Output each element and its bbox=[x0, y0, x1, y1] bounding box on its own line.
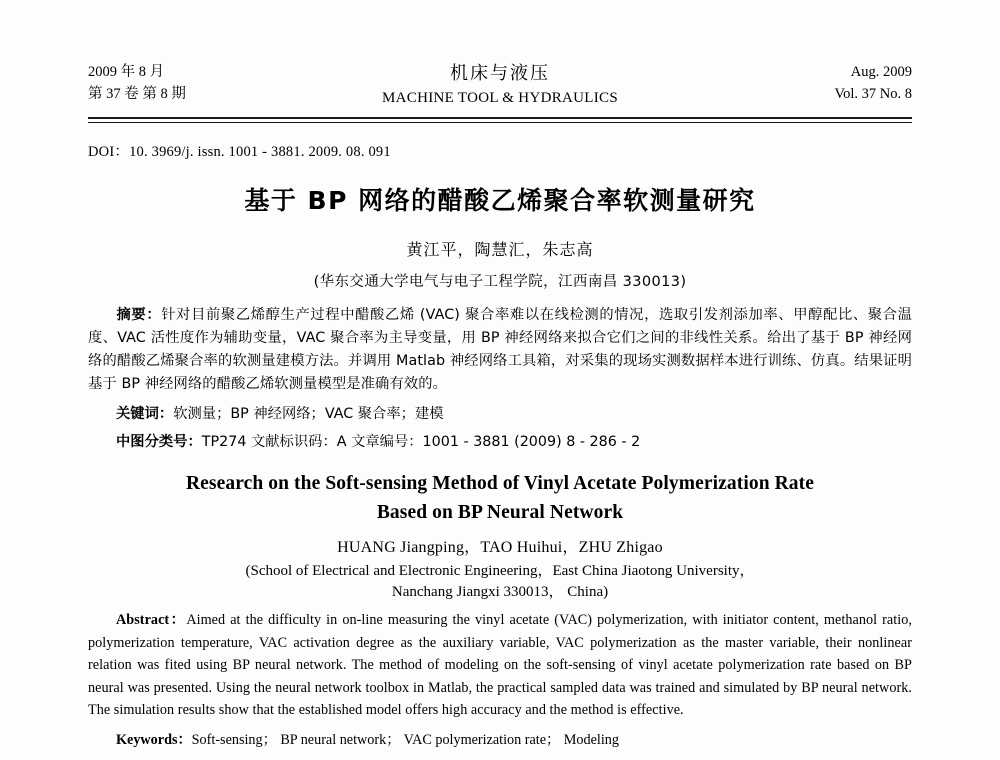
runhead-volume-en: Vol. 37 No. 8 bbox=[834, 85, 912, 102]
authors-cn: 黄江平，陶慧汇，朱志高 bbox=[406, 239, 594, 259]
runhead-right bbox=[702, 62, 912, 106]
abstract-cn-body: 针对目前聚乙烯醇生产过程中醋酸乙烯 (VAC) 聚合率难以在线检测的情况，选取引发剂添加率、甲醇配比、聚合温度、VAC 活性度作为辅助变量，VAC 聚合率为主导变量，用 BP 神经网络来拟合它们之间的非线性关系。给出了基于 BP 神经网络的醋酸乙烯聚合率的软测量建模方法。并调用 Matlab 神经网络工具箱，对采集的现场实测数据样本进行训练、仿真。结果证明基于 BP 神经网络的醋酸乙烯软测量模型是准确有效的。 bbox=[88, 306, 912, 393]
journal-title-en: MACHINE TOOL & HYDRAULICS bbox=[382, 90, 618, 107]
classification-cn-body: TP274 文献标识码：A 文章编号：1001 - 3881 (2009) 8 - 286 - 2 bbox=[201, 434, 641, 451]
header-divider bbox=[88, 117, 912, 123]
keywords-en-body: Soft-sensing； BP neural network； VAC polymerization rate； Modeling bbox=[191, 731, 619, 748]
journal-title-cn: 机床与液压 bbox=[450, 63, 550, 84]
running-head bbox=[88, 62, 912, 110]
keywords-cn-label: 关键词： bbox=[116, 405, 174, 422]
affiliation-en-line1: (School of Electrical and Electronic Engineering，East China Jiaotong University， bbox=[245, 562, 755, 579]
page-title-en-line1: Research on the Soft-sensing Method of Vinyl Acetate Polymerization Rate bbox=[185, 473, 815, 495]
page-title-en bbox=[88, 470, 912, 527]
abstract-cn bbox=[88, 304, 912, 397]
affiliation-en bbox=[88, 561, 912, 604]
classification-cn bbox=[88, 431, 912, 454]
classification-cn-label: 中图分类号： bbox=[116, 434, 202, 451]
runhead-date-cn: 2009 年 8 月 bbox=[88, 64, 165, 80]
affiliation-en-line2: Nanchang Jiangxi 330013， China) bbox=[391, 584, 609, 601]
abstract-cn-label: 摘要： bbox=[116, 306, 162, 323]
affiliation-cn: (华东交通大学电气与电子工程学院，江西南昌 330013) bbox=[313, 273, 687, 290]
abstract-en-label: Abstract： bbox=[116, 612, 187, 629]
runhead-left bbox=[88, 62, 298, 106]
abstract-en-body: Aimed at the difficulty in on-line measuring the vinyl acetate (VAC) polymerization, with initiator content, methanol ratio, polymerization temperature, VAC activation degree as the auxiliary variable, VAC polymerization as the master variable, their nonlinear relation was fited using BP neural network. The method of modeling on the soft-sensing of vinyl acetate polymerization rate based on BP neural was presented. Using the neural network toolbox in Matlab, the practical sampled data was trained and simulated by BP neural network. The simulation results show that the established model offers high accuracy and the method is effective. bbox=[88, 612, 912, 719]
keywords-cn bbox=[88, 403, 912, 426]
keywords-cn-body: 软测量；BP 神经网络；VAC 聚合率；建模 bbox=[173, 405, 444, 422]
authors-en: HUANG Jiangping，TAO Huihui，ZHU Zhigao bbox=[337, 538, 663, 556]
runhead-date-en: Aug. 2009 bbox=[850, 64, 912, 80]
page-title-cn: 基于 BP 网络的醋酸乙烯聚合率软测量研究 bbox=[244, 185, 756, 215]
keywords-en bbox=[88, 729, 912, 749]
keywords-en-label: Keywords： bbox=[116, 731, 192, 748]
abstract-en bbox=[88, 609, 912, 721]
runhead-volume-cn: 第 37 卷 第 8 期 bbox=[88, 85, 186, 102]
doi-line: DOI：10. 3969/j. issn. 1001 - 3881. 2009. 08. 091 bbox=[88, 143, 391, 160]
page-title-en-line2: Based on BP Neural Network bbox=[376, 501, 624, 523]
runhead-center bbox=[298, 62, 702, 110]
